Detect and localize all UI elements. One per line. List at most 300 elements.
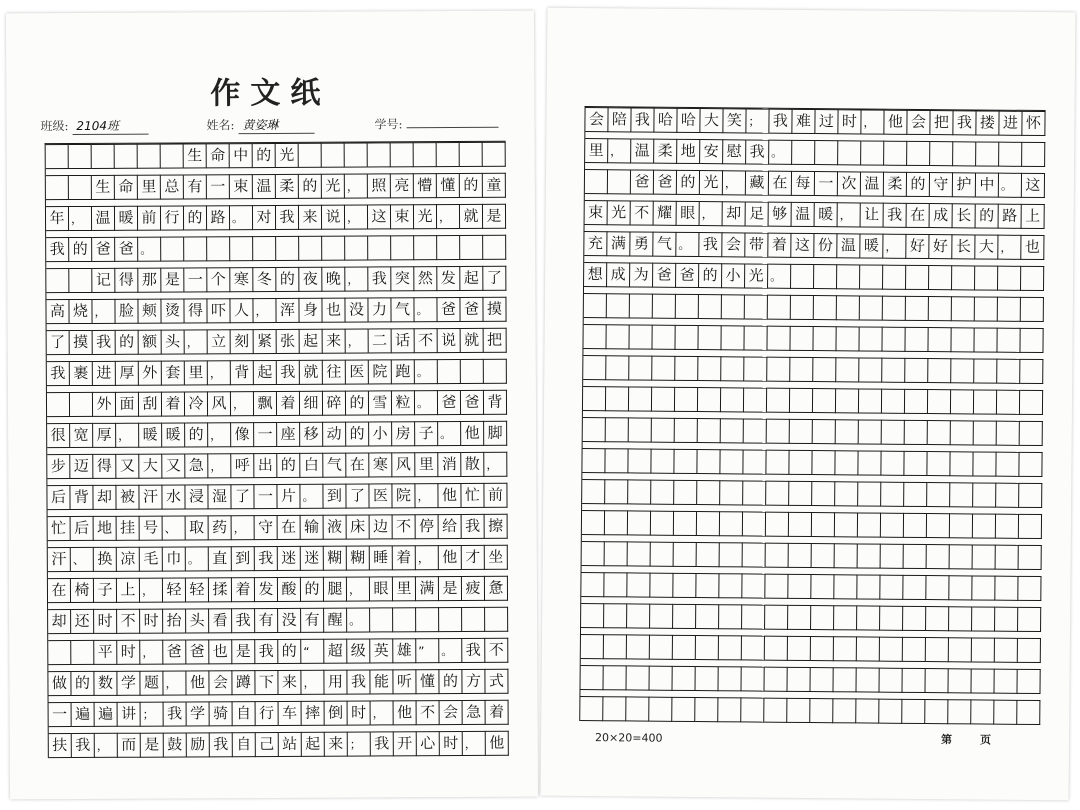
grid-cell [881, 544, 904, 569]
grid-cell [483, 235, 506, 260]
grid-cell: 然 [414, 266, 437, 291]
grid-cell [883, 265, 906, 290]
grid-cell: 个 [207, 267, 230, 292]
grid-cell: 抬 [163, 608, 186, 633]
grid-cell [393, 607, 416, 632]
grid-cell [952, 296, 975, 321]
grid-cell: 张 [277, 329, 300, 354]
essay-sheet-right [541, 8, 1076, 801]
grid-cell: 温 [861, 171, 884, 196]
grid-cell: 陪 [608, 107, 631, 132]
grid-cell: 力 [368, 297, 391, 322]
grid-cell: 束 [391, 204, 414, 229]
grid-cell: 里 [185, 360, 208, 385]
grid-cell [765, 636, 788, 661]
grid-cell: 。 [438, 421, 461, 446]
grid-cell [583, 324, 606, 349]
name-label: 姓名: [206, 118, 235, 133]
grid-cell [230, 236, 253, 261]
grid-cell [651, 542, 674, 567]
grid-cell: 的 [460, 173, 483, 198]
grid-cell: 摸 [483, 297, 506, 322]
grid-cell [953, 141, 976, 166]
grid-cell: 上 [1022, 204, 1045, 229]
grid-cell [997, 359, 1020, 384]
grid-cell [581, 603, 604, 628]
grid-cell: 英 [370, 638, 393, 663]
grid-cell [950, 513, 973, 538]
grid-cell [1021, 266, 1044, 291]
grid-cell: 开 [394, 731, 417, 756]
grid-cell: 醒 [324, 608, 347, 633]
grid-cell [583, 355, 606, 380]
grid-cell [1022, 142, 1045, 167]
grid-cell: ， [253, 298, 276, 323]
grid-cell [810, 667, 833, 692]
grid-cell: ， [232, 515, 255, 540]
grid-cell: ， [140, 640, 163, 665]
grid-cell [653, 294, 676, 319]
grid-cell: 行 [256, 701, 279, 726]
grid-cell: 。 [439, 638, 462, 663]
grid-cell: 烫 [161, 298, 184, 323]
grid-cell [905, 389, 928, 414]
grid-cell: 遍 [72, 702, 95, 727]
grid-cell: 我 [210, 732, 233, 757]
grid-cell [603, 696, 626, 721]
grid-cell: 勇 [630, 231, 653, 256]
grid-cell [47, 392, 70, 417]
grid-cell [812, 543, 835, 568]
grid-cell: ， [69, 206, 92, 231]
grid-cell [881, 451, 904, 476]
grid-cell [926, 606, 949, 631]
grid-cell: 长 [952, 234, 975, 259]
grid-cell: 厚 [116, 361, 139, 386]
grid-cell [1020, 390, 1043, 415]
grid-cell: 暖 [162, 422, 185, 447]
grid-cell: 了 [231, 484, 254, 509]
grid-cell: 耀 [654, 201, 677, 226]
grid-cell: 吓 [207, 298, 230, 323]
grid-cell: 出 [254, 453, 277, 478]
grid-cell [972, 637, 995, 662]
grid-cell: 成 [930, 203, 953, 228]
grid-cell: ， [437, 204, 460, 229]
grid-cell [414, 142, 437, 167]
grid-cell: 束 [230, 174, 253, 199]
grid-cell: ， [345, 204, 368, 229]
grid-cell: 用 [324, 670, 347, 695]
grid-cell [462, 607, 485, 632]
grid-cell [766, 481, 789, 506]
grid-cell [605, 448, 628, 473]
grid-cell [461, 359, 484, 384]
grid-cell [673, 635, 696, 660]
grid-cell [438, 359, 461, 384]
grid-cell [674, 449, 697, 474]
grid-cell [904, 451, 927, 476]
grid-cell: 往 [323, 360, 346, 385]
grid-cell: 的 [278, 639, 301, 664]
grid-cell: 外 [93, 392, 116, 417]
grid-cell: 医 [346, 359, 369, 384]
grid-cell: 暖 [115, 206, 138, 231]
grid-cell: 得 [93, 454, 116, 479]
grid-cell [437, 235, 460, 260]
grid-cell [741, 666, 764, 691]
grid-cell [903, 575, 926, 600]
grid-cell: 份 [814, 233, 837, 258]
grid-cell: 他 [486, 731, 509, 756]
grid-cell: 倒 [325, 701, 348, 726]
grid-cell [882, 389, 905, 414]
grid-cell [719, 604, 742, 629]
grid-cell: 我 [72, 733, 95, 758]
grid-cell [950, 451, 973, 476]
grid-cell: 爸 [115, 237, 138, 262]
grid-cell: 院 [392, 483, 415, 508]
grid-cell [928, 389, 951, 414]
grid-cell: 面 [116, 392, 139, 417]
grid-cell: 我 [347, 669, 370, 694]
grid-cell: 气 [653, 232, 676, 257]
grid-cell: 光 [322, 174, 345, 199]
grid-cell: 来 [278, 670, 301, 695]
grid-cell [71, 640, 94, 665]
grid-cell: ， [208, 453, 231, 478]
grid-cell: 我 [371, 731, 394, 756]
grid-cell: 擦 [485, 514, 508, 539]
grid-cell: 上 [117, 578, 140, 603]
grid-cell: ， [883, 234, 906, 259]
grid-cell [580, 696, 603, 721]
grid-cell [604, 634, 627, 659]
grid-cell [973, 513, 996, 538]
grid-cell: 却 [93, 485, 116, 510]
grid-cell: 水 [162, 484, 185, 509]
grid-cell: 时 [838, 109, 861, 134]
grid-cell: 数 [94, 671, 117, 696]
grid-cell: 平 [94, 640, 117, 665]
grid-cell: 起 [460, 266, 483, 291]
student-number-field [374, 115, 498, 133]
grid-cell: ， [416, 545, 439, 570]
grid-cell [881, 513, 904, 538]
grid-cell: 腿 [324, 577, 347, 602]
grid-cell [48, 640, 71, 665]
grid-cell: 粒 [392, 390, 415, 415]
grid-cell: 背 [484, 390, 507, 415]
grid-cell: 又 [116, 454, 139, 479]
grid-cell [607, 293, 630, 318]
grid-cell: 我 [93, 330, 116, 355]
grid-cell [485, 607, 508, 632]
grid-cell [764, 698, 787, 723]
grid-cell: 风 [208, 391, 231, 416]
grid-cell [652, 387, 675, 412]
grid-cell: 温 [631, 138, 654, 163]
grid-cell [814, 264, 837, 289]
grid-cell: 车 [279, 701, 302, 726]
grid-cell [582, 448, 605, 473]
grid-cell [859, 357, 882, 382]
grid-cell: 边 [370, 514, 393, 539]
grid-cell [905, 420, 928, 445]
grid-cell: 一 [184, 267, 207, 292]
grid-cell: 呼 [231, 453, 254, 478]
grid-cell [997, 421, 1020, 446]
grid-cell [744, 325, 767, 350]
grid-cell: 迷 [301, 546, 324, 571]
grid-cell [69, 175, 92, 200]
grid-cell [719, 635, 742, 660]
grid-cell: 光 [745, 263, 768, 288]
grid-cell: 守 [255, 515, 278, 540]
grid-cell: 动 [323, 422, 346, 447]
grid-cell: 年 [46, 206, 69, 231]
grid-cell [905, 327, 928, 352]
grid-cell: 式 [485, 669, 508, 694]
grid-cell: 暖 [139, 423, 162, 448]
grid-cell: 飘 [254, 391, 277, 416]
grid-cell [838, 140, 861, 165]
grid-cell [765, 574, 788, 599]
grid-cell: 发 [255, 577, 278, 602]
grid-cell: 我 [631, 107, 654, 132]
grid-cell: 心 [417, 731, 440, 756]
grid-cell: ， [345, 266, 368, 291]
grid-cell [973, 544, 996, 569]
grid-cell: ， [463, 731, 486, 756]
grid-cell [651, 480, 674, 505]
grid-cell [745, 294, 768, 319]
grid-cell: 。 [676, 232, 699, 257]
grid-cell: 床 [347, 514, 370, 539]
grid-cell [861, 140, 884, 165]
grid-cell: 级 [347, 638, 370, 663]
grid-cell [835, 543, 858, 568]
grid-cell: 药 [209, 515, 232, 540]
grid-cell: 充 [584, 231, 607, 256]
grid-cell: 凉 [117, 547, 140, 572]
grid-cell: 不 [631, 200, 654, 225]
grid-cell [743, 449, 766, 474]
grid-cell: 还 [71, 609, 94, 634]
grid-cell: 我 [368, 266, 391, 291]
grid-cell: 的 [277, 453, 300, 478]
page-number-label: 第页 [941, 733, 1020, 747]
essay-grid-right [579, 106, 1045, 725]
grid-cell: 我 [462, 514, 485, 539]
grid-cell: 有 [184, 174, 207, 199]
grid-cell: 一 [254, 422, 277, 447]
grid-cell [253, 236, 276, 261]
grid-cell: ， [861, 109, 884, 134]
grid-cell: 套 [162, 360, 185, 385]
grid-cell [836, 326, 859, 351]
grid-cell: 就 [461, 328, 484, 353]
grid-cell [483, 142, 506, 167]
grid-cell: 进 [93, 361, 116, 386]
grid-cell: 说 [322, 205, 345, 230]
grid-cell: 总 [161, 174, 184, 199]
grid-cell: 是 [161, 267, 184, 292]
grid-cell [974, 420, 997, 445]
grid-cell: 搂 [976, 110, 999, 135]
grid-cell: 爸 [676, 263, 699, 288]
grid-cell: 足 [746, 201, 769, 226]
grid-cell: 没 [278, 608, 301, 633]
grid-cell: 柔 [884, 172, 907, 197]
grid-cell: 。 [347, 607, 370, 632]
grid-cell: 移 [300, 422, 323, 447]
grid-cell [882, 327, 905, 352]
grid-cell: 照 [368, 173, 391, 198]
grid-cell [1019, 545, 1042, 570]
grid-cell: 背 [231, 360, 254, 385]
grid-cell [975, 296, 998, 321]
grid-cell [675, 356, 698, 381]
grid-cell [651, 449, 674, 474]
grid-cell [882, 420, 905, 445]
grid-cell: 我 [769, 109, 792, 134]
grid-cell [650, 635, 673, 660]
grid-cell: 地 [677, 139, 700, 164]
grid-cell: 在 [278, 515, 301, 540]
grid-cell: 做 [48, 671, 71, 696]
grid-cell [927, 513, 950, 538]
grid-cell [789, 512, 812, 537]
grid-cell [439, 607, 462, 632]
grid-cell: 这 [1022, 173, 1045, 198]
grid-cell: 到 [323, 484, 346, 509]
grid-cell: 起 [302, 732, 325, 757]
grid-cell: 忙 [461, 483, 484, 508]
grid-cell: 的 [276, 267, 299, 292]
grid-cell: 学 [117, 671, 140, 696]
grid-cell [720, 449, 743, 474]
grid-cell: 哈 [654, 108, 677, 133]
grid-cell: 中 [976, 172, 999, 197]
grid-cell [69, 268, 92, 293]
grid-cell [672, 697, 695, 722]
grid-cell: ， [998, 235, 1021, 260]
grid-cell: 有 [255, 608, 278, 633]
grid-cell: 眼 [370, 576, 393, 601]
grid-cell: 柔 [276, 174, 299, 199]
grid-cell [581, 634, 604, 659]
grid-cell [651, 511, 674, 536]
grid-cell [904, 544, 927, 569]
grid-cell: 着 [232, 577, 255, 602]
grid-cell [299, 236, 322, 261]
grid-cell [628, 541, 651, 566]
grid-cell [299, 143, 322, 168]
grid-cell: 他 [439, 545, 462, 570]
grid-cell: 带 [745, 232, 768, 257]
grid-cell: 好 [906, 234, 929, 259]
grid-cell [699, 294, 722, 319]
grid-cell: 立 [208, 329, 231, 354]
grid-cell: 哈 [677, 108, 700, 133]
grid-cell [902, 668, 925, 693]
grid-cell [698, 325, 721, 350]
grid-cell: 在 [769, 171, 792, 196]
grid-cell [837, 295, 860, 320]
grid-cell: 酸 [278, 577, 301, 602]
grid-cell: 颊 [138, 299, 161, 324]
grid-cell: 睡 [370, 545, 393, 570]
grid-cell [790, 357, 813, 382]
grid-cell [837, 264, 860, 289]
grid-cell: 为 [630, 262, 653, 287]
grid-cell: 我 [462, 638, 485, 663]
grid-cell: ， [116, 423, 139, 448]
grid-cell [606, 324, 629, 349]
grid-cell [604, 603, 627, 628]
grid-cell: 一 [49, 702, 72, 727]
grid-cell [416, 607, 439, 632]
grid-cell [972, 575, 995, 600]
grid-cell: 换 [94, 547, 117, 572]
grid-cell [161, 236, 184, 261]
grid-cell: 给 [439, 514, 462, 539]
grid-cell [695, 697, 718, 722]
grid-cell: 细 [300, 391, 323, 416]
grid-cell: 的 [253, 143, 276, 168]
grid-cell [650, 573, 673, 598]
grid-cell: 片 [277, 484, 300, 509]
grid-cell: 摸 [70, 330, 93, 355]
grid-cell: 二 [369, 328, 392, 353]
grid-cell: 我 [232, 608, 255, 633]
grid-cell: 下 [255, 670, 278, 695]
grid-cell: 我 [46, 237, 69, 262]
grid-cell: 一 [207, 174, 230, 199]
grid-cell: 碎 [323, 391, 346, 416]
grid-cell: 大 [975, 234, 998, 259]
grid-cell: ， [140, 578, 163, 603]
grid-cell: 也 [209, 639, 232, 664]
grid-cell: 时 [94, 609, 117, 634]
grid-cell: 在 [346, 452, 369, 477]
grid-cell: 却 [48, 609, 71, 634]
grid-cell: ， [723, 170, 746, 195]
grid-cell: ； [746, 108, 769, 133]
grid-cell: 温 [792, 202, 815, 227]
grid-cell [626, 696, 649, 721]
grid-cell [949, 606, 972, 631]
grid-cell: 才 [462, 545, 485, 570]
grid-cell [859, 388, 882, 413]
grid-cell: “ [301, 639, 324, 664]
grid-cell: 冬 [253, 267, 276, 292]
grid-cell: 头 [186, 608, 209, 633]
grid-cell [1020, 328, 1043, 353]
grid-cell: 小 [722, 263, 745, 288]
grid-cell: ， [347, 576, 370, 601]
grid-cell: 笑 [723, 108, 746, 133]
grid-cell: 护 [953, 172, 976, 197]
grid-cell: 。 [415, 390, 438, 415]
grid-cell [629, 386, 652, 411]
grid-cell: 想 [584, 262, 607, 287]
grid-cell: 光 [608, 200, 631, 225]
grid-cell: 就 [300, 360, 323, 385]
grid-cell: 宽 [70, 423, 93, 448]
grid-cell: 话 [392, 328, 415, 353]
